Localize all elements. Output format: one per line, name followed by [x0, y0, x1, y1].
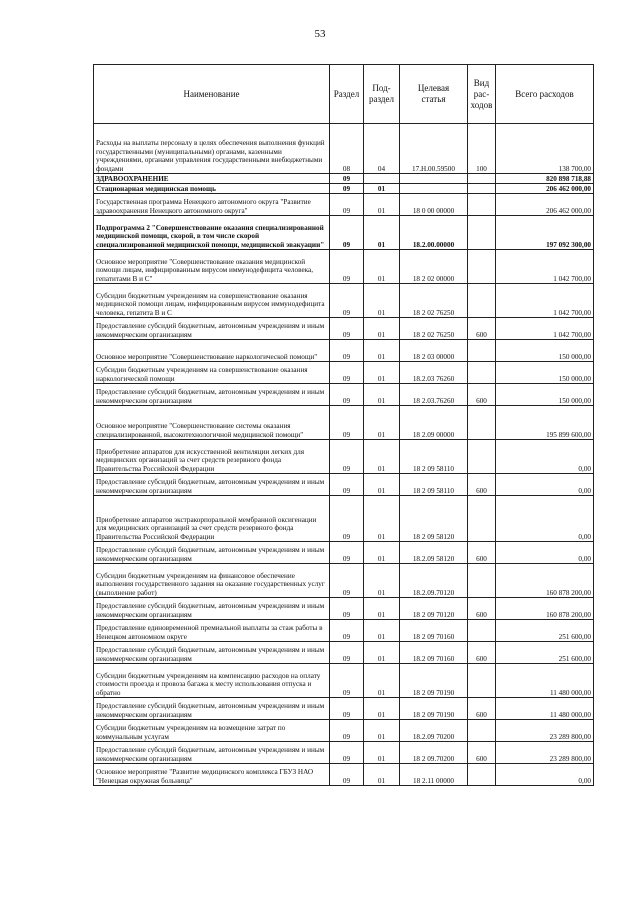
row-name: Предоставление единовременной премиальной выплаты за стаж работы в Ненецком автономном округе — [94, 620, 330, 642]
row-total: 0,00 — [496, 764, 594, 786]
row-subsection: 01 — [364, 340, 400, 362]
table-row — [94, 194, 594, 216]
row-section: 09 — [330, 174, 364, 184]
row-section: 09 — [330, 496, 364, 542]
table-row — [94, 384, 594, 406]
row-article: 18 2 02 00000 — [400, 250, 468, 284]
row-subsection: 01 — [364, 742, 400, 764]
row-subsection: 01 — [364, 542, 400, 564]
row-type — [468, 496, 496, 542]
header-subsection: Под- раздел — [364, 65, 400, 124]
row-type — [468, 250, 496, 284]
header-article: Целевая статья — [400, 65, 468, 124]
row-section: 09 — [330, 698, 364, 720]
row-type — [468, 620, 496, 642]
table-row — [94, 216, 594, 250]
row-section: 09 — [330, 742, 364, 764]
table-row — [94, 250, 594, 284]
row-type: 600 — [468, 384, 496, 406]
row-section: 09 — [330, 250, 364, 284]
row-total: 11 480 000,00 — [496, 698, 594, 720]
table-row — [94, 642, 594, 664]
table-row — [94, 406, 594, 440]
table-row — [94, 440, 594, 474]
row-article: 18 2.03.76260 — [400, 384, 468, 406]
row-article: 18 2 03 00000 — [400, 340, 468, 362]
row-subsection: 01 — [364, 642, 400, 664]
row-article: 18 2 09 58120 — [400, 496, 468, 542]
row-name: ЗДРАВООХРАНЕНИЕ — [94, 174, 330, 184]
row-total: 820 898 718,88 — [496, 174, 594, 184]
table-row — [94, 318, 594, 340]
row-subsection: 01 — [364, 664, 400, 698]
row-type: 600 — [468, 318, 496, 340]
row-article: 18 2 09 70160 — [400, 620, 468, 642]
table-row — [94, 340, 594, 362]
row-article: 18.2 09 70160 — [400, 642, 468, 664]
row-subsection: 01 — [364, 362, 400, 384]
row-total: 150 000,00 — [496, 384, 594, 406]
row-section: 09 — [330, 194, 364, 216]
row-type — [468, 174, 496, 184]
row-total: 206 462 000,00 — [496, 184, 594, 194]
row-section: 09 — [330, 184, 364, 194]
row-name: Предоставление субсидий бюджетным, автономным учреждениям и иным некоммерческим организациям — [94, 598, 330, 620]
row-type — [468, 764, 496, 786]
row-name: Основное мероприятие "Совершенствование системы оказания специализированной, высокотехнологичной медицинской помощи" — [94, 406, 330, 440]
row-article — [400, 184, 468, 194]
row-subsection: 01 — [364, 720, 400, 742]
row-total: 23 289 800,00 — [496, 720, 594, 742]
row-article: 18 2 09 70190 — [400, 698, 468, 720]
table-body — [94, 124, 594, 786]
table-row — [94, 764, 594, 786]
row-section: 09 — [330, 764, 364, 786]
row-subsection: 01 — [364, 764, 400, 786]
row-name: Предоставление субсидий бюджетным, автономным учреждениям и иным некоммерческим организациям — [94, 742, 330, 764]
row-subsection: 01 — [364, 620, 400, 642]
row-article: 18 2 02 76250 — [400, 284, 468, 318]
row-section: 09 — [330, 642, 364, 664]
row-article: 18 2 09.70200 — [400, 742, 468, 764]
row-subsection: 01 — [364, 564, 400, 598]
row-total: 1 042 700,00 — [496, 284, 594, 318]
row-section: 09 — [330, 318, 364, 340]
table-row — [94, 284, 594, 318]
table-row — [94, 174, 594, 184]
row-section: 09 — [330, 406, 364, 440]
row-total: 150 000,00 — [496, 362, 594, 384]
row-subsection: 01 — [364, 384, 400, 406]
row-subsection — [364, 174, 400, 184]
row-type — [468, 664, 496, 698]
row-subsection: 01 — [364, 250, 400, 284]
row-subsection: 01 — [364, 496, 400, 542]
row-name: Предоставление субсидий бюджетным, автономным учреждениям и иным некоммерческим организациям — [94, 698, 330, 720]
row-name: Государственная программа Ненецкого автономного округа "Развитие здравоохранения Ненецкого автономного округа" — [94, 194, 330, 216]
row-type: 600 — [468, 742, 496, 764]
table-row — [94, 362, 594, 384]
row-total: 251 600,00 — [496, 642, 594, 664]
row-type: 100 — [468, 124, 496, 174]
row-article: 18.2.09.70120 — [400, 564, 468, 598]
row-section: 09 — [330, 620, 364, 642]
row-total: 1 042 700,00 — [496, 318, 594, 340]
row-subsection: 04 — [364, 124, 400, 174]
row-article: 18 0 00 00000 — [400, 194, 468, 216]
row-type — [468, 362, 496, 384]
header-total: Всего расходов — [496, 65, 594, 124]
row-type — [468, 184, 496, 194]
row-total: 160 878 200,00 — [496, 564, 594, 598]
table-row — [94, 720, 594, 742]
row-section: 09 — [330, 564, 364, 598]
row-total: 0,00 — [496, 496, 594, 542]
row-total: 150 000,00 — [496, 340, 594, 362]
row-total: 197 092 300,00 — [496, 216, 594, 250]
row-article: 18 2 09 58110 — [400, 474, 468, 496]
row-article: 18.2.03 76260 — [400, 362, 468, 384]
row-total: 138 700,00 — [496, 124, 594, 174]
row-name: Субсидии бюджетным учреждениям на совершенствование оказания медицинской помощи лицам, инфицированным вирусом иммунодефицита человека, гепатита В и С — [94, 284, 330, 318]
row-name: Стационарная медицинская помощь — [94, 184, 330, 194]
row-type: 600 — [468, 542, 496, 564]
row-name: Предоставление субсидий бюджетным, автономным учреждениям и иным некоммерческим организациям — [94, 542, 330, 564]
row-section: 09 — [330, 474, 364, 496]
row-name: Основное мероприятие "Совершенствование наркологической помощи" — [94, 340, 330, 362]
table-row — [94, 598, 594, 620]
row-article: 18 2 09 58110 — [400, 440, 468, 474]
row-type — [468, 216, 496, 250]
row-total: 0,00 — [496, 474, 594, 496]
row-subsection: 01 — [364, 406, 400, 440]
row-type: 600 — [468, 642, 496, 664]
row-subsection: 01 — [364, 598, 400, 620]
row-name: Субсидии бюджетным учреждениям на совершенствование оказания наркологической помощи — [94, 362, 330, 384]
row-section: 09 — [330, 720, 364, 742]
row-name: Субсидии бюджетным учреждениям на финансовое обеспечение выполнения государственного задания на оказание государственных услуг (выполнение работ) — [94, 564, 330, 598]
row-total: 23 289 800,00 — [496, 742, 594, 764]
row-name: Основное мероприятие "Развитие медицинского комплекса ГБУЗ НАО "Ненецкая окружная больница" — [94, 764, 330, 786]
row-total: 11 480 000,00 — [496, 664, 594, 698]
row-type — [468, 406, 496, 440]
row-article: 18.2.09 70200 — [400, 720, 468, 742]
row-name: Приобретение аппаратов экстракорпоральной мембранной оксигенации для медицинских организаций за счет средств резервного фонда Правительства Российской Федерации — [94, 496, 330, 542]
row-name: Предоставление субсидий бюджетным, автономным учреждениям и иным некоммерческим организациям — [94, 384, 330, 406]
row-section: 09 — [330, 542, 364, 564]
table-row — [94, 474, 594, 496]
header-type: Вид рас- ходов — [468, 65, 496, 124]
row-subsection: 01 — [364, 474, 400, 496]
table-row — [94, 698, 594, 720]
table-row — [94, 564, 594, 598]
row-type: 600 — [468, 698, 496, 720]
row-article: 18.2.00.00000 — [400, 216, 468, 250]
row-section: 09 — [330, 216, 364, 250]
row-subsection: 01 — [364, 318, 400, 340]
row-total: 0,00 — [496, 542, 594, 564]
row-total: 195 899 600,00 — [496, 406, 594, 440]
row-name: Субсидии бюджетным учреждениям на возмещение затрат по коммунальным услугам — [94, 720, 330, 742]
row-subsection: 01 — [364, 698, 400, 720]
row-total: 160 878 200,00 — [496, 598, 594, 620]
page-number: 53 — [314, 28, 326, 40]
row-section: 09 — [330, 340, 364, 362]
row-section: 09 — [330, 598, 364, 620]
row-section: 09 — [330, 664, 364, 698]
row-article: 18 2 09 70120 — [400, 598, 468, 620]
row-type — [468, 340, 496, 362]
row-subsection: 01 — [364, 184, 400, 194]
row-article — [400, 174, 468, 184]
row-name: Предоставление субсидий бюджетным, автономным учреждениям и иным некоммерческим организациям — [94, 474, 330, 496]
table-header-row — [94, 65, 594, 124]
row-section: 09 — [330, 284, 364, 318]
table-row — [94, 496, 594, 542]
row-subsection: 01 — [364, 440, 400, 474]
table-row — [94, 664, 594, 698]
row-name: Субсидии бюджетным учреждениям на компенсацию расходов на оплату стоимости проезда и провоза багажа к месту использования отпуска и обратно — [94, 664, 330, 698]
row-total: 1 042 700,00 — [496, 250, 594, 284]
row-article: 18 2 02 76250 — [400, 318, 468, 340]
row-type: 600 — [468, 598, 496, 620]
row-article: 17.Н.00.59500 — [400, 124, 468, 174]
row-name: Предоставление субсидий бюджетным, автономным учреждениям и иным некоммерческим организациям — [94, 642, 330, 664]
row-type — [468, 564, 496, 598]
row-article: 18 2 09 70190 — [400, 664, 468, 698]
row-type — [468, 194, 496, 216]
row-subsection: 01 — [364, 194, 400, 216]
row-section: 09 — [330, 440, 364, 474]
row-subsection: 01 — [364, 284, 400, 318]
row-section: 09 — [330, 384, 364, 406]
row-total: 206 462 000,00 — [496, 194, 594, 216]
row-article: 18.2.09 58120 — [400, 542, 468, 564]
row-name: Расходы на выплаты персоналу в целях обеспечения выполнения функций государственными (муниципальными) органами, казенными учреждениями, органами управления государственными внебюджетными фондами — [94, 124, 330, 174]
row-type: 600 — [468, 474, 496, 496]
row-section: 09 — [330, 362, 364, 384]
row-type — [468, 284, 496, 318]
row-name: Основное мероприятие "Совершенствование оказания медицинской помощи лицам, инфицированным вирусом иммунодефицита человека, гепатитами В и С" — [94, 250, 330, 284]
table-row — [94, 620, 594, 642]
row-subsection: 01 — [364, 216, 400, 250]
table-row — [94, 184, 594, 194]
header-name: Наименование — [94, 65, 330, 124]
row-type — [468, 440, 496, 474]
row-name: Подпрограмма 2 "Совершенствование оказания специализированной медицинской помощи, скорой, в том числе скорой специализированной медицинской помощи, медицинской эвакуации" — [94, 216, 330, 250]
header-section: Раздел — [330, 65, 364, 124]
row-article: 18 2.09 00000 — [400, 406, 468, 440]
row-article: 18 2.11 00000 — [400, 764, 468, 786]
row-total: 0,00 — [496, 440, 594, 474]
row-total: 251 600,00 — [496, 620, 594, 642]
table-row — [94, 542, 594, 564]
table-row — [94, 124, 594, 174]
row-section: 08 — [330, 124, 364, 174]
table-row — [94, 742, 594, 764]
row-name: Приобретение аппаратов для искусственной вентиляции легких для медицинских организаций за счет средств резервного фонда Правительства Российской Федерации — [94, 440, 330, 474]
row-name: Предоставление субсидий бюджетным, автономным учреждениям и иным некоммерческим организациям — [94, 318, 330, 340]
row-type — [468, 720, 496, 742]
budget-table — [93, 64, 594, 786]
